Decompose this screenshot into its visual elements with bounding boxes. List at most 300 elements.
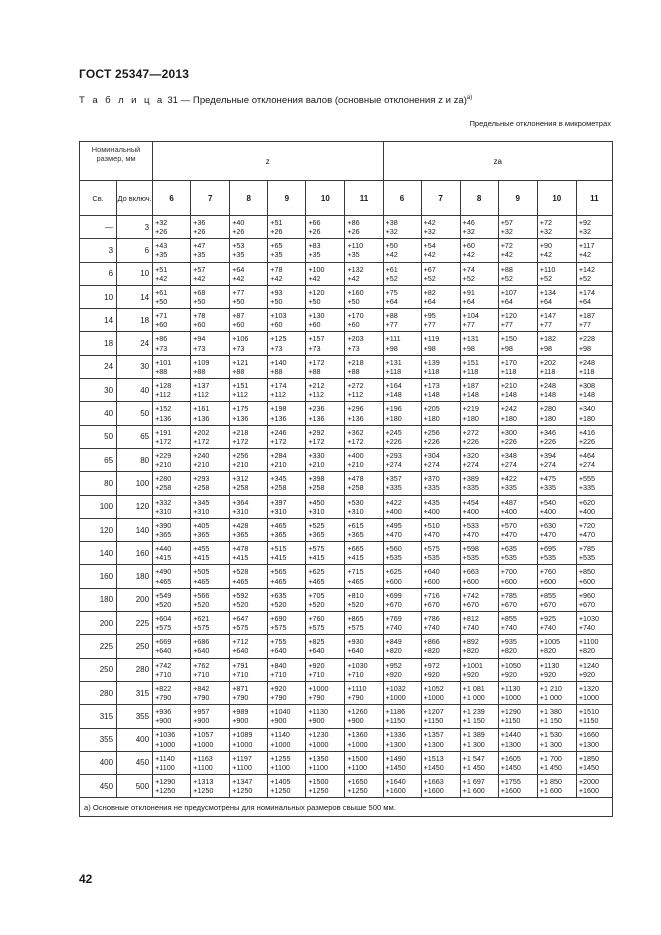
lower-deviation: +520	[308, 599, 325, 609]
lower-deviation: +920	[578, 669, 596, 679]
deviation-cell	[498, 262, 537, 285]
deviation-cell	[230, 216, 268, 239]
deviation-cell	[153, 681, 191, 704]
lower-deviation: +77	[385, 320, 398, 330]
upper-deviation: +1500	[347, 753, 368, 763]
deviation-cell	[306, 681, 345, 704]
upper-deviation: +742	[462, 590, 479, 600]
upper-deviation: +398	[308, 474, 325, 484]
lower-deviation: +470	[500, 530, 517, 539]
upper-deviation: +93	[270, 287, 283, 297]
lower-deviation: +1000	[155, 739, 176, 749]
deviation-cell	[306, 658, 345, 681]
lower-deviation: +52	[578, 273, 592, 283]
lower-deviation: +1100	[308, 762, 328, 772]
lower-deviation: +365	[347, 530, 364, 539]
deviation-cell	[345, 658, 383, 681]
size-upto-cell: 315	[117, 681, 153, 704]
upper-deviation: +465	[270, 520, 287, 530]
size-over-cell: 80	[80, 472, 117, 495]
size-over-cell: 200	[80, 612, 117, 635]
deviation-cell	[537, 495, 576, 518]
lower-deviation: +535	[578, 553, 596, 563]
upper-deviation: +150	[500, 334, 517, 344]
deviation-cell	[230, 472, 268, 495]
lower-deviation: +335	[423, 483, 440, 493]
lower-deviation: +112	[347, 390, 364, 400]
deviation-cell	[421, 495, 460, 518]
upper-deviation: +1005	[539, 637, 560, 647]
deviation-cell	[537, 262, 576, 285]
table-row	[80, 705, 613, 728]
lower-deviation: +335	[539, 483, 556, 493]
size-over-cell: 3	[80, 239, 117, 262]
table-caption	[79, 95, 472, 106]
deviation-cell	[345, 705, 383, 728]
lower-deviation: +98	[423, 343, 436, 353]
upper-deviation: +130	[308, 311, 325, 321]
deviation-cell	[383, 402, 421, 425]
upper-deviation: +170	[347, 311, 364, 321]
size-upto-cell: 3	[117, 216, 153, 239]
size-over-cell: 250	[80, 658, 117, 681]
lower-deviation: +98	[385, 343, 398, 353]
deviation-cell	[537, 448, 576, 471]
lower-deviation: +465	[155, 576, 172, 586]
table-row	[80, 379, 613, 402]
lower-deviation: +790	[155, 693, 172, 703]
deviation-cell	[191, 425, 230, 448]
deviation-cell	[345, 332, 383, 355]
lower-deviation: +35	[270, 250, 283, 260]
upper-deviation: +240	[193, 450, 210, 460]
deviation-cell	[537, 612, 576, 635]
lower-deviation: +465	[232, 576, 249, 586]
deviation-cell	[537, 518, 576, 541]
upper-deviation: +1 850	[539, 777, 562, 787]
table-row	[80, 285, 613, 308]
lower-deviation: +535	[500, 553, 517, 563]
deviation-cell	[383, 612, 421, 635]
deviation-cell	[537, 565, 576, 588]
upper-deviation: +109	[193, 357, 210, 367]
upper-deviation: +160	[347, 287, 364, 297]
deviation-cell	[537, 705, 576, 728]
lower-deviation: +73	[193, 343, 206, 353]
upper-deviation: +94	[193, 334, 206, 344]
deviation-cell	[191, 705, 230, 728]
deviation-cell	[460, 681, 498, 704]
deviation-cell	[191, 355, 230, 378]
deviation-cell	[268, 612, 306, 635]
lower-deviation: +88	[193, 366, 206, 376]
size-upto-cell: 200	[117, 588, 153, 611]
deviation-cell	[498, 588, 537, 611]
lower-deviation: +520	[270, 599, 287, 609]
lower-deviation: +42	[308, 273, 321, 283]
lower-deviation: +32	[462, 227, 475, 237]
deviation-cell	[383, 728, 421, 751]
upper-deviation: +936	[155, 707, 172, 717]
lower-deviation: +400	[385, 506, 402, 516]
upper-deviation: +242	[500, 404, 517, 414]
deviation-cell	[153, 775, 191, 798]
deviation-cell	[268, 728, 306, 751]
table-row	[80, 355, 613, 378]
size-upto-cell: 18	[117, 309, 153, 332]
deviation-cell	[537, 728, 576, 751]
lower-deviation: +77	[539, 320, 552, 330]
deviation-cell	[537, 216, 576, 239]
deviation-cell	[460, 425, 498, 448]
lower-deviation: +600	[385, 576, 402, 586]
table-row	[80, 751, 613, 774]
upper-deviation: +866	[423, 637, 440, 647]
deviation-cell	[345, 612, 383, 635]
upper-deviation: +389	[462, 474, 479, 484]
upper-deviation: +83	[308, 241, 321, 251]
deviation-cell	[421, 379, 460, 402]
lower-deviation: +98	[500, 343, 513, 353]
upper-deviation: +1240	[578, 660, 599, 670]
upper-deviation: +686	[193, 637, 210, 647]
upper-deviation: +528	[232, 567, 249, 577]
lower-deviation: +73	[308, 343, 321, 353]
upper-deviation: +422	[500, 474, 517, 484]
deviation-cell	[230, 379, 268, 402]
deviation-cell	[421, 425, 460, 448]
upper-deviation: +157	[308, 334, 325, 344]
upper-deviation: +715	[347, 567, 364, 577]
deviation-cell	[421, 332, 460, 355]
size-over-cell: 6	[80, 262, 117, 285]
table-row	[80, 216, 613, 239]
lower-deviation: +535	[462, 553, 479, 563]
deviation-cell	[421, 588, 460, 611]
lower-deviation: +88	[308, 366, 321, 376]
deviation-cell	[576, 472, 612, 495]
deviation-cell	[191, 635, 230, 658]
table-row	[80, 332, 613, 355]
upper-deviation: +920	[270, 683, 287, 693]
deviation-cell	[306, 751, 345, 774]
lower-deviation: +73	[347, 343, 360, 353]
upper-deviation: +77	[232, 287, 245, 297]
lower-deviation: +1250	[193, 786, 214, 796]
lower-deviation: +820	[578, 646, 596, 656]
upper-deviation: +422	[385, 497, 402, 507]
lower-deviation: +1 450	[462, 762, 485, 772]
deviation-cell	[268, 588, 306, 611]
lower-deviation: +60	[193, 320, 206, 330]
lower-deviation: +172	[232, 436, 249, 446]
upper-deviation: +849	[385, 637, 402, 647]
deviation-cell	[576, 239, 612, 262]
size-over-cell: 50	[80, 425, 117, 448]
deviation-cell	[537, 285, 576, 308]
lower-deviation: +210	[155, 460, 172, 470]
upper-deviation: +1001	[462, 660, 483, 670]
upper-deviation: +455	[193, 544, 210, 554]
upper-deviation: +125	[270, 334, 287, 344]
lower-deviation: +415	[308, 553, 325, 563]
lower-deviation: +535	[385, 553, 402, 563]
upper-deviation: +720	[578, 520, 596, 530]
lower-deviation: +112	[270, 390, 286, 400]
lower-deviation: +77	[462, 320, 475, 330]
lower-deviation: +1000	[578, 693, 599, 703]
lower-deviation: +42	[347, 273, 360, 283]
deviation-cell	[383, 518, 421, 541]
lower-deviation: +258	[308, 483, 325, 493]
lower-deviation: +35	[155, 250, 168, 260]
deviation-cell	[421, 565, 460, 588]
upper-deviation: +669	[155, 637, 172, 647]
upper-deviation: +248	[539, 381, 556, 391]
table-row	[80, 425, 613, 448]
lower-deviation: +180	[423, 413, 440, 423]
size-upto-cell: 160	[117, 542, 153, 565]
upper-deviation: +332	[155, 497, 172, 507]
deviation-cell	[345, 518, 383, 541]
lower-deviation: +50	[308, 297, 321, 307]
upper-deviation: +625	[308, 567, 325, 577]
upper-deviation: +930	[347, 637, 364, 647]
lower-deviation: +274	[539, 460, 556, 470]
lower-deviation: +26	[308, 227, 321, 237]
lower-deviation: +64	[385, 297, 398, 307]
deviation-cell	[421, 355, 460, 378]
lower-deviation: +226	[423, 436, 440, 446]
upper-deviation: +68	[193, 287, 206, 297]
lower-deviation: +640	[193, 646, 210, 656]
upper-deviation: +88	[385, 311, 398, 321]
lower-deviation: +42	[193, 273, 206, 283]
lower-deviation: +310	[308, 506, 325, 516]
lower-deviation: +415	[232, 553, 249, 563]
lower-deviation: +1100	[270, 762, 290, 772]
deviation-cell	[306, 495, 345, 518]
deviation-cell	[383, 216, 421, 239]
upper-deviation: +865	[347, 613, 364, 623]
lower-deviation: +1000	[385, 693, 406, 703]
upper-deviation: +450	[308, 497, 325, 507]
lower-deviation: +73	[270, 343, 283, 353]
deviation-cell	[421, 728, 460, 751]
lower-deviation: +640	[308, 646, 325, 656]
deviation-cell	[268, 658, 306, 681]
deviation-cell	[421, 402, 460, 425]
deviation-cell	[460, 216, 498, 239]
deviation-cell	[421, 612, 460, 635]
upper-deviation: +86	[347, 217, 360, 227]
upper-deviation: +1052	[423, 683, 444, 693]
lower-deviation: +274	[462, 460, 479, 470]
upper-deviation: +202	[193, 427, 210, 437]
deviation-cell	[383, 448, 421, 471]
deviation-cell	[306, 285, 345, 308]
upper-deviation: +785	[578, 544, 596, 554]
upper-deviation: +111	[385, 334, 401, 344]
upper-deviation: +198	[270, 404, 287, 414]
size-upto-cell: 355	[117, 705, 153, 728]
upper-deviation: +1207	[423, 707, 444, 717]
deviation-cell	[421, 448, 460, 471]
upper-deviation: +555	[578, 474, 596, 484]
lower-deviation: +335	[385, 483, 402, 493]
deviation-cell	[153, 285, 191, 308]
deviation-cell	[153, 495, 191, 518]
deviation-cell	[153, 542, 191, 565]
deviation-cell	[498, 425, 537, 448]
upper-deviation: +647	[232, 613, 249, 623]
upper-deviation: +1089	[232, 730, 253, 740]
table-row	[80, 565, 613, 588]
lower-deviation: +35	[347, 250, 360, 260]
upper-deviation: +1 389	[462, 730, 485, 740]
footnote: а) Основные отклонения не предусмотрены для номинальных размеров свыше 500 мм.	[80, 798, 613, 817]
deviation-cell	[191, 402, 230, 425]
deviation-cell	[498, 379, 537, 402]
lower-deviation: +900	[270, 716, 287, 726]
lower-deviation: +575	[347, 623, 364, 633]
deviation-cell	[576, 681, 612, 704]
deviation-cell	[460, 262, 498, 285]
deviation-cell	[191, 658, 230, 681]
upper-deviation: +132	[347, 264, 364, 274]
lower-deviation: +1000	[500, 693, 521, 703]
upper-deviation: +95	[423, 311, 436, 321]
lower-deviation: +118	[385, 366, 402, 376]
upper-deviation: +308	[578, 381, 596, 391]
lower-deviation: +710	[308, 669, 325, 679]
upper-deviation: +530	[347, 497, 364, 507]
table-row	[80, 495, 613, 518]
upper-deviation: +695	[539, 544, 556, 554]
size-over-cell: 120	[80, 518, 117, 541]
upper-deviation: +760	[308, 613, 325, 623]
deviation-cell	[383, 239, 421, 262]
lower-deviation: +118	[578, 366, 595, 376]
units-note: Предельные отклонения в микрометрах	[469, 119, 611, 128]
upper-deviation: +1130	[539, 660, 560, 670]
lower-deviation: +670	[423, 599, 440, 609]
upper-deviation: +1 547	[462, 753, 485, 763]
upper-deviation: +104	[462, 311, 479, 321]
lower-deviation: +575	[308, 623, 325, 633]
upper-deviation: +61	[155, 287, 168, 297]
deviation-cell	[498, 472, 537, 495]
size-upto-cell: 10	[117, 262, 153, 285]
deviation-cell	[383, 355, 421, 378]
lower-deviation: +820	[385, 646, 402, 656]
lower-deviation: +710	[193, 669, 210, 679]
lower-deviation: +365	[232, 530, 249, 539]
deviation-cell	[153, 262, 191, 285]
upper-deviation: +598	[462, 544, 479, 554]
deviation-cell	[306, 472, 345, 495]
upper-deviation: +174	[578, 287, 596, 297]
lower-deviation: +88	[347, 366, 360, 376]
lower-deviation: +1600	[385, 786, 406, 796]
upper-deviation: +478	[232, 544, 249, 554]
deviation-cell	[383, 635, 421, 658]
lower-deviation: +180	[385, 413, 402, 423]
upper-deviation: +1 380	[539, 707, 562, 717]
deviation-cell	[345, 285, 383, 308]
deviation-cell	[153, 612, 191, 635]
size-upto-cell: 50	[117, 402, 153, 425]
upper-deviation: +54	[423, 241, 436, 251]
deviation-cell	[191, 239, 230, 262]
lower-deviation: +310	[155, 506, 172, 516]
lower-deviation: +1450	[423, 762, 444, 772]
upper-deviation: +42	[423, 217, 436, 227]
deviation-cell	[460, 355, 498, 378]
lower-deviation: +1100	[155, 762, 175, 772]
lower-deviation: +42	[385, 250, 398, 260]
lower-deviation: +465	[347, 576, 364, 586]
upper-deviation: +67	[423, 264, 436, 274]
lower-deviation: +1100	[347, 762, 368, 772]
lower-deviation: +790	[347, 693, 364, 703]
lower-deviation: +32	[385, 227, 398, 237]
lower-deviation: +64	[500, 297, 513, 307]
lower-deviation: +740	[385, 623, 402, 633]
upper-deviation: +490	[155, 567, 172, 577]
deviation-cell	[345, 751, 383, 774]
lower-deviation: +1250	[270, 786, 291, 796]
size-upto-cell: 6	[117, 239, 153, 262]
upper-deviation: +604	[155, 613, 172, 623]
upper-deviation: +1 697	[462, 777, 485, 787]
lower-deviation: +42	[270, 273, 283, 283]
lower-deviation: +148	[462, 390, 479, 400]
upper-deviation: +60	[462, 241, 475, 251]
upper-deviation: +1640	[385, 777, 406, 787]
deviation-cell	[460, 332, 498, 355]
lower-deviation: +42	[462, 250, 475, 260]
upper-deviation: +989	[232, 707, 249, 717]
lower-deviation: +32	[578, 227, 592, 237]
deviation-cell	[498, 239, 537, 262]
lower-deviation: +470	[578, 530, 596, 539]
size-over-cell: 10	[80, 285, 117, 308]
deviation-cell	[537, 681, 576, 704]
deviation-cell	[421, 239, 460, 262]
lower-deviation: +50	[155, 297, 168, 307]
upper-deviation: +957	[193, 707, 210, 717]
upper-deviation: +53	[232, 241, 245, 251]
upper-deviation: +196	[385, 404, 402, 414]
deviation-cell	[576, 612, 612, 635]
deviation-cell	[460, 542, 498, 565]
deviation-cell	[230, 355, 268, 378]
lower-deviation: +640	[270, 646, 287, 656]
lower-deviation: +180	[462, 413, 479, 423]
lower-deviation: +26	[347, 227, 360, 237]
deviation-cell	[460, 472, 498, 495]
upper-deviation: +1186	[385, 707, 406, 717]
deviation-cell	[498, 751, 537, 774]
upper-deviation: +174	[270, 381, 287, 391]
deviation-cell	[268, 285, 306, 308]
deviation-cell	[460, 448, 498, 471]
lower-deviation: +210	[270, 460, 287, 470]
lower-deviation: +1000	[232, 739, 253, 749]
deviation-cell	[153, 425, 191, 448]
deviation-cell	[230, 775, 268, 798]
